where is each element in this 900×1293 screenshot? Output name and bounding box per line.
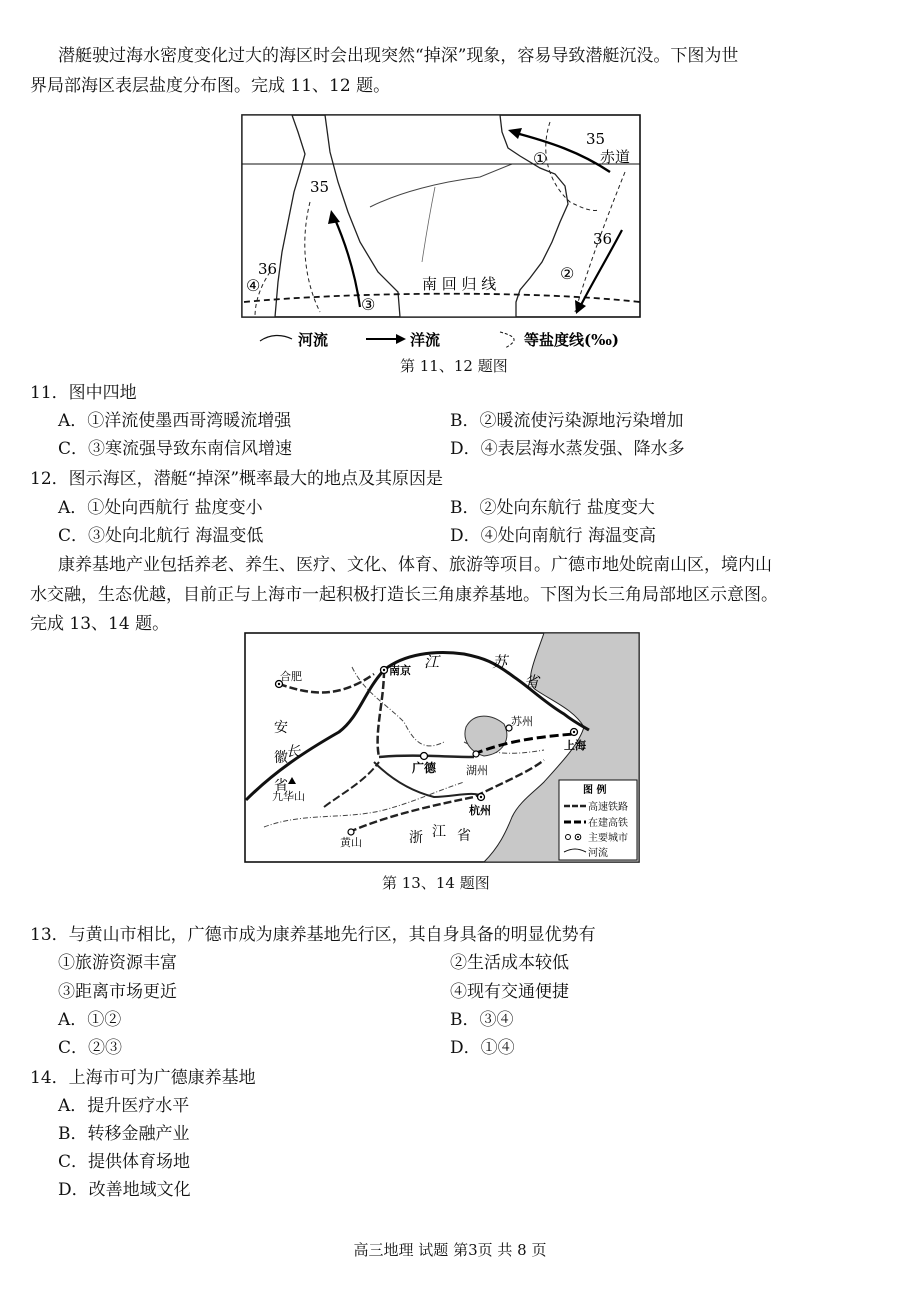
label-an: 安: [274, 720, 288, 736]
intro2-line3: 完成 13、14 题。: [30, 614, 170, 634]
map2-legend-cities: 主要城市: [588, 833, 628, 844]
q14-option-a: A．提升医疗水平: [58, 1096, 190, 1116]
intro2-line1: 康养基地产业包括养老、养生、医疗、文化、体育、旅游等项目。广德市地处皖南山区，境内山: [58, 555, 772, 575]
label-su: 苏: [492, 653, 508, 671]
legend-current-arrow: [396, 334, 406, 344]
q13-option-b: B．③④: [450, 1010, 514, 1030]
yangtze-delta-map-svg: [244, 632, 640, 864]
q12-option-a: A．①处向西航行 盐度变小: [58, 498, 263, 518]
legend-isohaline-symbol: [500, 332, 514, 348]
q13-item-2: ②生活成本较低: [450, 953, 569, 973]
intro2-line2: 水交融，生态优越，目前正与上海市一起积极打造长三角康养基地。下图为长三角局部地区示意图。: [30, 585, 778, 605]
label-jiuhuashan: 九华山: [272, 790, 305, 803]
label-circle-1: ①: [533, 149, 548, 168]
q13-option-c: C．②③: [58, 1038, 123, 1058]
q11-option-d: D．④表层海水蒸发强、降水多: [450, 439, 685, 459]
label-circle-4: ④: [246, 276, 261, 295]
map2-caption: 第 13、14 题图: [382, 874, 490, 892]
q12-option-b: B．②处向东航行 盐度变大: [450, 498, 655, 518]
label-huangshan: 黄山: [340, 836, 362, 849]
label-sheng-ah: 省: [274, 778, 288, 794]
q11-option-b: B．②暖流使污染源地污染增加: [450, 411, 684, 431]
yangtze-delta-map: [244, 632, 640, 864]
label-36-left: 36: [258, 260, 278, 278]
label-tropic: 南 回 归 线: [422, 275, 497, 293]
legend-river-label: 河流: [298, 331, 329, 349]
q11-stem: 11．图中四地: [30, 383, 137, 403]
q13-option-d: D．①④: [450, 1038, 515, 1058]
legend-river-symbol: [260, 335, 292, 341]
q11-option-c: C．③寒流强导致东南信风增速: [58, 439, 293, 459]
label-jiang: 江: [424, 653, 440, 671]
label-hangzhou: 杭州: [469, 804, 491, 817]
label-suzhou: 苏州: [511, 715, 533, 728]
q11-option-a: A．①洋流使墨西哥湾暖流增强: [58, 411, 292, 431]
label-35-left: 35: [310, 178, 330, 196]
label-hefei: 合肥: [280, 670, 302, 683]
salinity-map: [230, 112, 650, 352]
map2-legend-hsr-build: 在建高铁: [588, 818, 628, 829]
q13-option-a: A．①②: [58, 1010, 122, 1030]
q14-stem: 14．上海市可为广德康养基地: [30, 1068, 256, 1088]
label-36-right: 36: [593, 230, 613, 248]
label-circle-3: ③: [361, 295, 376, 314]
legend-isohaline-label: 等盐度线(‰): [524, 331, 619, 349]
city-hefei-dot: [278, 683, 280, 685]
city-guangde-marker: [421, 753, 428, 760]
label-guangde: 广德: [412, 761, 437, 775]
label-huzhou: 湖州: [466, 764, 488, 777]
legend-current-label: 洋流: [410, 331, 441, 349]
q12-stem: 12．图示海区，潜艇“掉深”概率最大的地点及其原因是: [30, 469, 444, 489]
intro1-line1: 潜艇驶过海水密度变化过大的海区时会出现突然“掉深”现象，容易导致潜艇沉没。下图为世: [58, 46, 739, 66]
q14-option-d: D．改善地域文化: [58, 1180, 191, 1200]
q13-item-3: ③距离市场更近: [58, 982, 177, 1002]
label-zhe: 浙: [409, 830, 423, 846]
page-footer: 高三地理 试题 第3页 共 8 页: [353, 1241, 547, 1259]
legend-city-symbol-1: [566, 835, 571, 840]
map1-caption: 第 11、12 题图: [400, 357, 508, 375]
map2-legend-hsr: 高速铁路: [588, 802, 628, 813]
label-sheng-js: 省: [524, 673, 540, 691]
label-equator: 赤道: [600, 148, 631, 166]
city-huzhou-marker: [473, 751, 479, 757]
map2-legend-river: 河流: [588, 848, 608, 859]
q13-stem: 13．与黄山市相比，广德市成为康养基地先行区，其自身具备的明显优势有: [30, 925, 596, 945]
label-35-top: 35: [586, 130, 606, 148]
city-shanghai-dot: [573, 731, 575, 733]
label-jiang-zj: 江: [432, 824, 446, 840]
city-nanjing-dot: [383, 669, 385, 671]
salinity-map-svg: [230, 112, 650, 352]
intro1-line2: 界局部海区表层盐度分布图。完成 11、12 题。: [30, 76, 391, 96]
label-shanghai: 上海: [564, 739, 586, 752]
city-hangzhou-dot: [480, 796, 482, 798]
map2-legend-title: 图 例: [583, 785, 607, 796]
q12-option-c: C．③处向北航行 海温变低: [58, 526, 264, 546]
q14-option-b: B．转移金融产业: [58, 1124, 190, 1144]
label-nanjing: 南京: [389, 664, 411, 677]
q14-option-c: C．提供体育场地: [58, 1152, 191, 1172]
q13-item-4: ④现有交通便捷: [450, 982, 569, 1002]
city-huangshan-marker: [348, 829, 354, 835]
label-circle-2: ②: [560, 264, 575, 283]
q13-item-1: ①旅游资源丰富: [58, 953, 177, 973]
label-chang: 长: [286, 744, 300, 760]
label-hui: 徽: [274, 750, 288, 766]
q12-option-d: D．④处向南航行 海温变高: [450, 526, 657, 546]
label-sheng-zj: 省: [457, 828, 471, 844]
